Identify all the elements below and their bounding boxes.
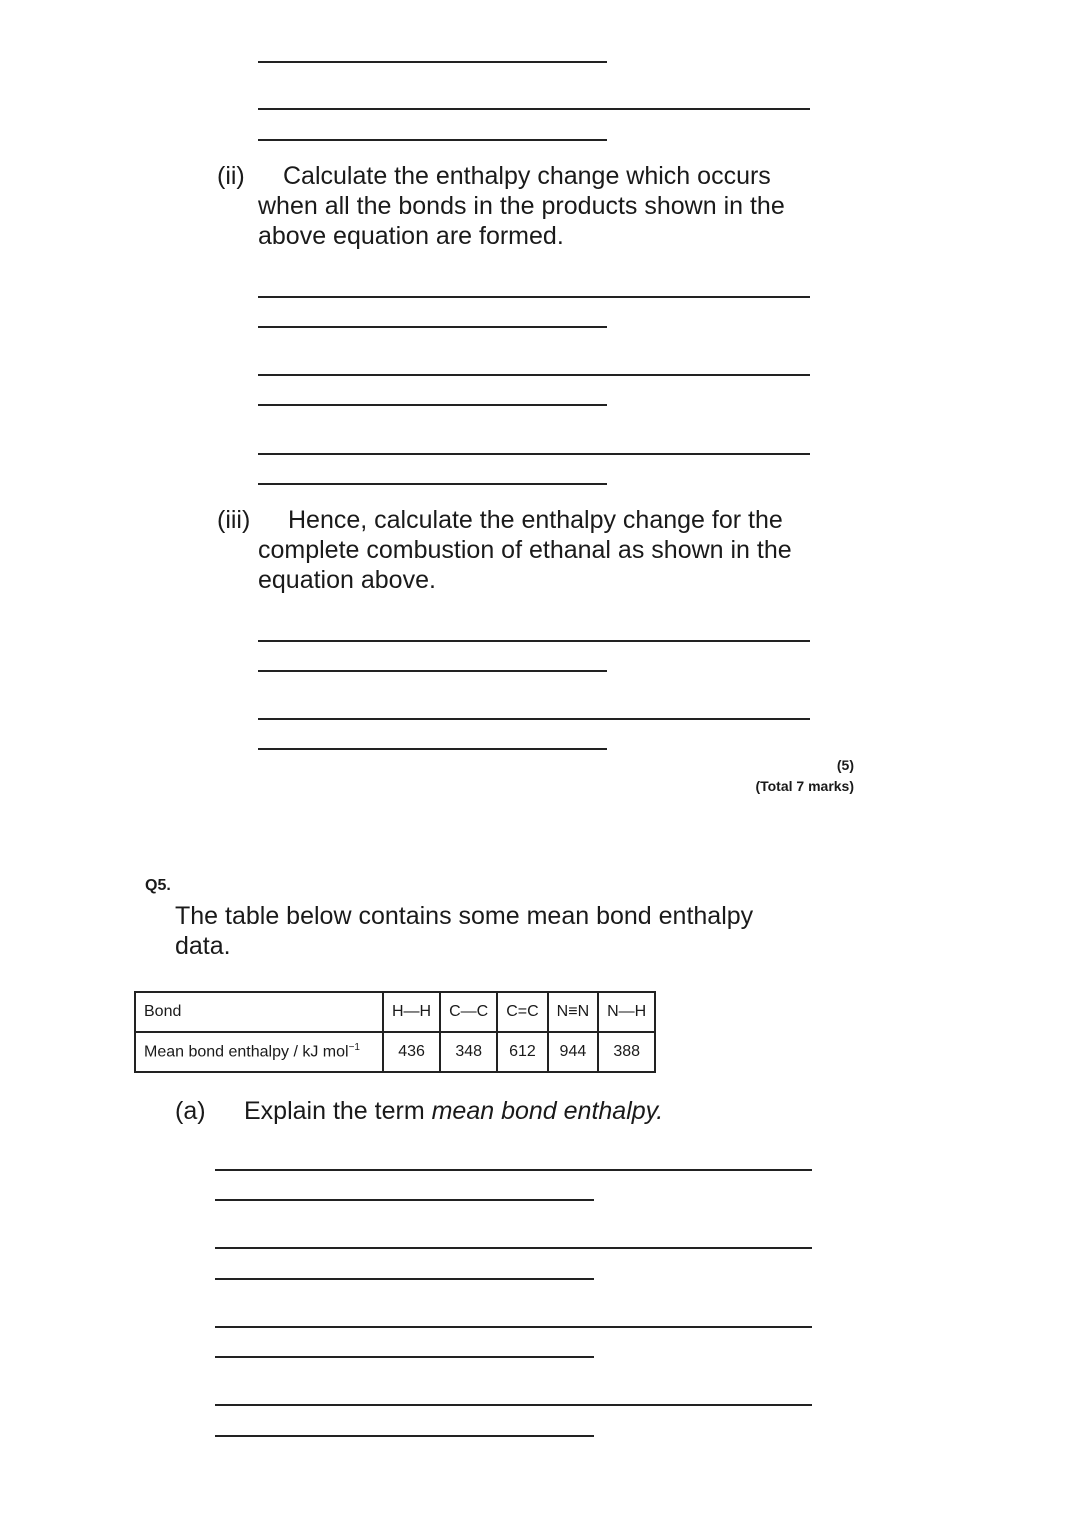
answer-line <box>258 483 607 485</box>
bond-enthalpy-table <box>134 991 656 1073</box>
answer-line <box>215 1199 594 1201</box>
row-header-text: Mean bond enthalpy / kJ mol <box>144 1043 349 1061</box>
answer-line <box>258 718 810 720</box>
part-a-question <box>244 1096 844 1126</box>
table-cell-bond: N—H <box>598 992 655 1032</box>
answer-line <box>258 296 810 298</box>
q5-intro: The table below contains some mean bond enthalpy data. <box>175 902 754 960</box>
answer-line <box>258 374 810 376</box>
answer-line <box>258 453 810 455</box>
part-a-emphasis: mean bond enthalpy. <box>431 1097 664 1125</box>
answer-line <box>215 1247 812 1249</box>
table-cell-value: 388 <box>598 1032 655 1072</box>
table-cell-bond: H—H <box>383 992 440 1032</box>
table-cell-bond: C=C <box>497 992 547 1032</box>
answer-line <box>258 748 607 750</box>
part-ii-question: Calculate the enthalpy change which occurs when all the bonds in the products shown in the above equation are formed. <box>258 162 785 250</box>
answer-line <box>258 108 810 110</box>
answer-line <box>215 1356 594 1358</box>
part-iii-label: (iii) <box>217 506 251 534</box>
answer-line <box>215 1169 812 1171</box>
table-cell-value: 436 <box>383 1032 440 1072</box>
answer-line <box>215 1326 812 1328</box>
part-a-text: Explain the term <box>244 1097 432 1125</box>
part-marks: (5) <box>836 757 854 773</box>
table-cell-bond: N≡N <box>548 992 598 1032</box>
table-cell-value: 348 <box>440 1032 497 1072</box>
answer-line <box>258 404 607 406</box>
table-cell-bond: C—C <box>440 992 497 1032</box>
part-iii-question: Hence, calculate the enthalpy change for the complete combustion of ethanal as shown in the equation above. <box>258 506 792 594</box>
answer-line <box>258 61 607 63</box>
table-cell-value: 944 <box>548 1032 598 1072</box>
answer-line <box>258 640 810 642</box>
answer-line <box>258 326 607 328</box>
question-number: Q5. <box>145 877 171 894</box>
part-a-label: (a) <box>175 1097 206 1125</box>
answer-line <box>258 670 607 672</box>
table-cell-value: 612 <box>497 1032 547 1072</box>
total-marks: (Total 7 marks) <box>755 778 854 794</box>
answer-line <box>215 1435 594 1437</box>
answer-line <box>258 139 607 141</box>
table-row <box>135 1032 655 1072</box>
unit-superscript: −1 <box>348 1042 360 1054</box>
table-row-header <box>135 1032 383 1072</box>
table-row-header: Bond <box>135 992 383 1032</box>
answer-line <box>215 1404 812 1406</box>
answer-line <box>215 1278 594 1280</box>
part-ii-label: (ii) <box>217 162 245 190</box>
table-row <box>135 992 655 1032</box>
